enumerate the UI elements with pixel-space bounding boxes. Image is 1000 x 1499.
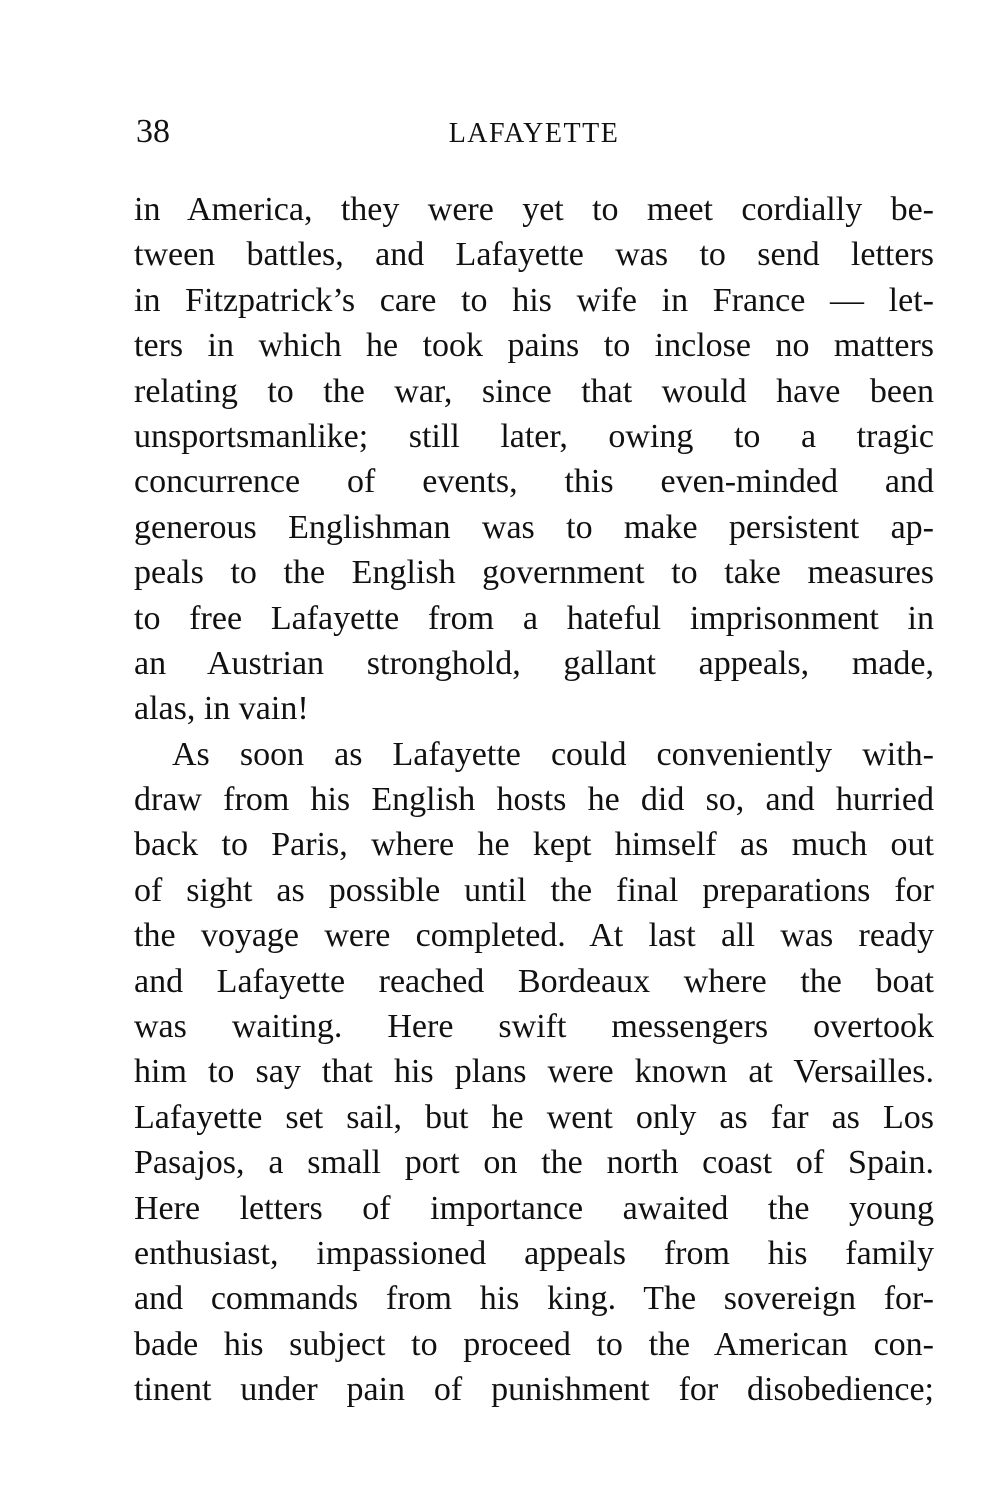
- running-title: LAFAYETTE: [448, 118, 620, 149]
- text-line: generous Englishman was to make persistent ap-: [134, 508, 934, 546]
- text-line: relating to the war, since that would have been: [134, 372, 934, 410]
- text-line: Here letters of importance awaited the young: [134, 1189, 934, 1227]
- text-line: him to say that his plans were known at Versailles.: [134, 1053, 934, 1091]
- text-line: peals to the English government to take measures: [134, 554, 934, 592]
- text-line: tinent under pain of punishment for disobedience;: [134, 1371, 934, 1409]
- text-line: to free Lafayette from a hateful imprisonment in: [134, 599, 934, 637]
- text-line: As soon as Lafayette could conveniently with-: [172, 735, 934, 773]
- text-line: concurrence of events, this even-minded and: [134, 463, 934, 501]
- text-line: ters in which he took pains to inclose no matters: [134, 327, 934, 365]
- text-line: Pasajos, a small port on the north coast of Spain.: [134, 1144, 934, 1182]
- paragraph-2: [134, 732, 934, 1413]
- text-line: and Lafayette reached Bordeaux where the boat: [134, 962, 934, 1000]
- body-text: [134, 187, 934, 1413]
- text-line: of sight as possible until the final preparations for: [134, 871, 934, 909]
- text-line: and commands from his king. The sovereign for-: [134, 1280, 934, 1318]
- text-line: the voyage were completed. At last all was ready: [134, 917, 934, 955]
- text-line: bade his subject to proceed to the American con-: [134, 1325, 934, 1363]
- text-line: an Austrian stronghold, gallant appeals, made,: [134, 644, 934, 682]
- text-line: draw from his English hosts he did so, and hurried: [134, 781, 934, 819]
- text-line: alas, in vain!: [134, 690, 309, 728]
- text-line: in America, they were yet to meet cordially be-: [134, 191, 934, 228]
- page-number: 38: [136, 113, 170, 150]
- text-line: in Fitzpatrick’s care to his wife in France — let-: [134, 281, 934, 319]
- text-line: Lafayette set sail, but he went only as far as Los: [134, 1098, 934, 1136]
- text-line: unsportsmanlike; still later, owing to a tragic: [134, 417, 934, 455]
- paragraph-1: [134, 187, 934, 732]
- text-line: tween battles, and Lafayette was to send letters: [134, 236, 934, 274]
- text-line: was waiting. Here swift messengers overtook: [134, 1008, 934, 1046]
- page-header: [136, 108, 932, 156]
- text-line: enthusiast, impassioned appeals from his family: [134, 1234, 934, 1272]
- text-line: back to Paris, where he kept himself as much out: [134, 826, 934, 864]
